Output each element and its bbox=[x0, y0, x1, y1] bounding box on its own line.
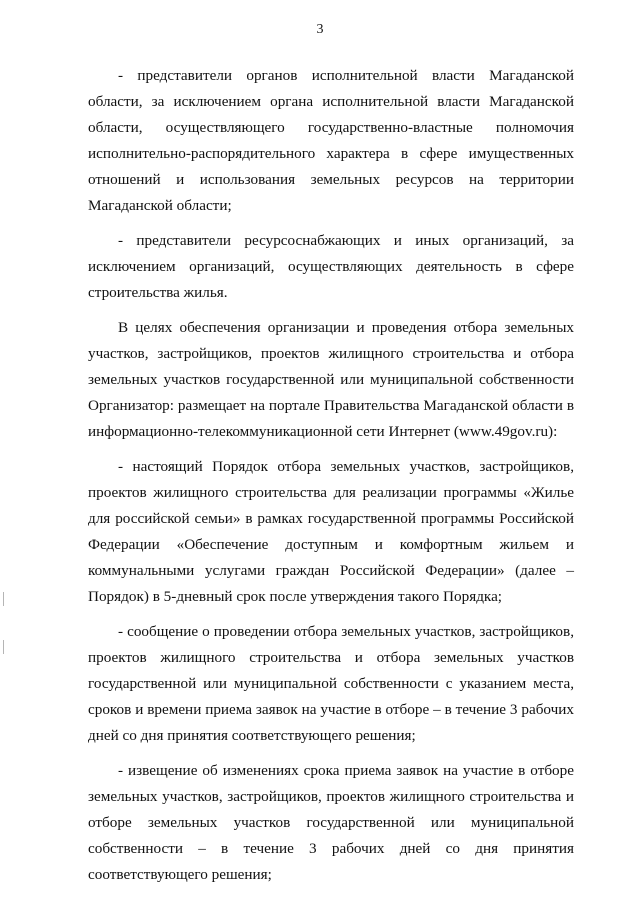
paragraph-selection-notice: - сообщение о проведении отбора земельных участков, застройщиков, проектов жилищного строительства и отбора земельных участков государственной или муниципальной собственности с указанием места, сроков и времени приема заявок на участие в отборе – в течение 3 рабочих дней со дня принятия соответствующего решения; bbox=[88, 623, 574, 744]
margin-scan-mark bbox=[3, 592, 4, 606]
paragraph-procedure: - настоящий Порядок отбора земельных участков, застройщиков, проектов жилищного строительства для реализации программы «Жилье для российской семьи» в рамках государственной программы Российской Федерации «Обеспечение доступным и комфортным жильем и коммунальными услугами граждан Российской Федерации» (далее – Порядок) в 5-дневный срок после утверждения такого Порядка; bbox=[88, 458, 574, 605]
paragraph-representatives-executive: - представители органов исполнительной власти Магаданской области, за исключением органа исполнительной власти Магаданской области, осуществляющего государственно-властные полномочия исполнительно-распорядительного характера в сфере имущественных отношений и использования земельных ресурсов на территории Магаданской области; bbox=[88, 67, 574, 214]
paragraph-organizer-publishes: В целях обеспечения организации и проведения отбора земельных участков, застройщиков, проектов жилищного строительства и отбора земельных участков государственной или муниципальной собственности Организатор: размещает на портале Правительства Магаданской области в информационно-телекоммуникационной сети Интернет (www.49gov.ru): bbox=[88, 319, 574, 440]
margin-scan-mark bbox=[3, 640, 4, 654]
paragraph-representatives-resource: - представители ресурсоснабжающих и иных организаций, за исключением организаций, осуществляющих деятельность в сфере строительства жилья. bbox=[88, 232, 574, 301]
document-body bbox=[88, 63, 574, 897]
page-number: 3 bbox=[316, 22, 324, 37]
paragraph-deadline-change-notice: - извещение об изменениях срока приема заявок на участие в отборе земельных участков, застройщиков, проектов жилищного строительства и отборе земельных участков государственной или муниципальной собственности – в течение 3 рабочих дней со дня принятия соответствующего решения; bbox=[88, 762, 574, 883]
